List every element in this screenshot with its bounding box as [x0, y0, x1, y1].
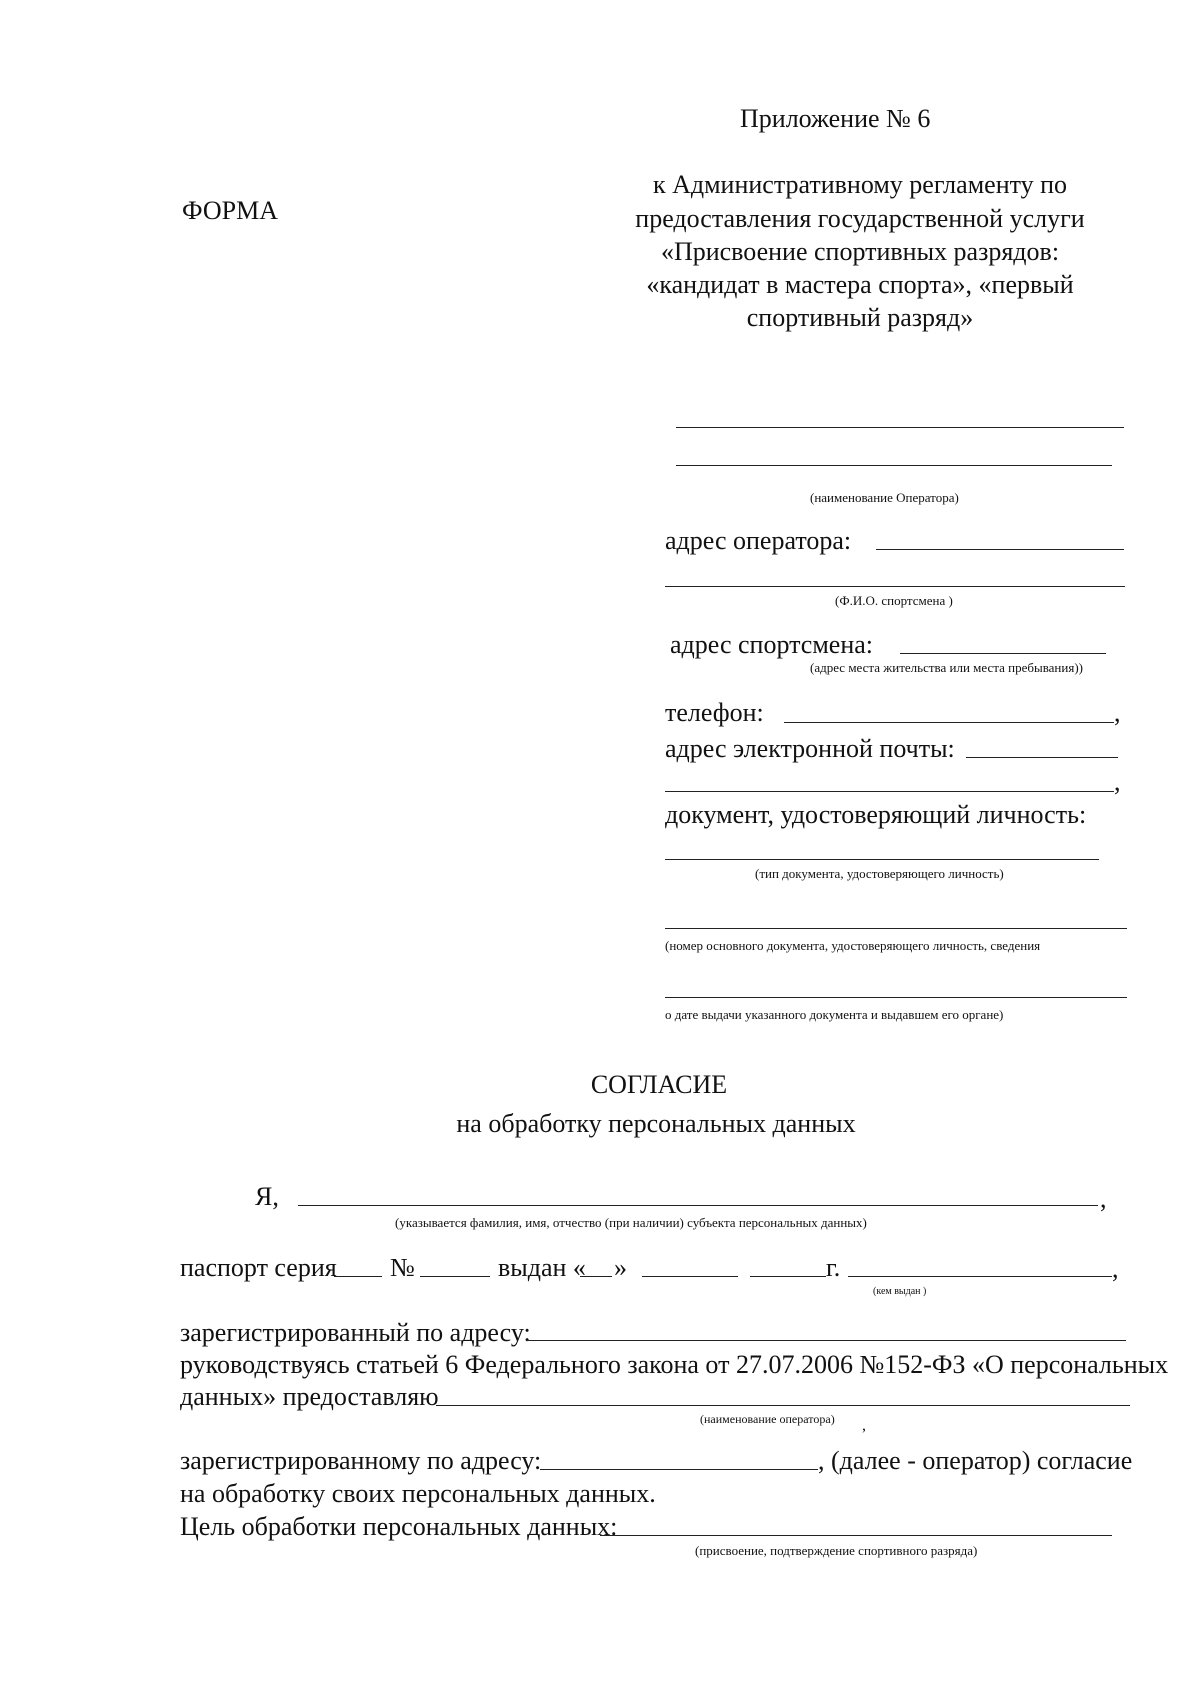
passport-number-field[interactable] — [420, 1276, 490, 1277]
comma: , — [1114, 767, 1121, 796]
operator-name-field[interactable] — [436, 1405, 1130, 1406]
appendix-number: Приложение № 6 — [740, 104, 931, 133]
passport-series-label: паспорт серия — [180, 1253, 337, 1282]
comma: , — [862, 1417, 866, 1434]
comma: , — [1100, 1184, 1107, 1213]
consent-subtitle: на обработку персональных данных — [456, 1109, 856, 1138]
email-label: адрес электронной почты: — [665, 734, 955, 763]
athlete-address-field[interactable] — [900, 653, 1106, 654]
subject-name-field[interactable] — [298, 1205, 1098, 1206]
issued-by-field[interactable] — [848, 1276, 1112, 1277]
year-abbr: г. — [826, 1253, 841, 1282]
guided-text: руководствуясь статьей 6 Федерального закона от 27.07.2006 №152-ФЗ «О персональных — [180, 1350, 1169, 1379]
registered-to-label: зарегистрированному по адресу: — [180, 1446, 542, 1475]
doc-type-field[interactable] — [665, 859, 1099, 860]
doc-number-field[interactable] — [665, 928, 1127, 929]
athlete-name-caption: (Ф.И.О. спортсмена ) — [835, 593, 953, 608]
issued-label: выдан « — [498, 1253, 586, 1282]
processing-own-text: на обработку своих персональных данных. — [180, 1479, 656, 1508]
i-label: Я, — [255, 1182, 279, 1211]
phone-label: телефон: — [665, 698, 764, 727]
provide-label: данных» предоставляю — [180, 1382, 439, 1411]
issue-day-field[interactable] — [580, 1276, 612, 1277]
regulation-line: «Присвоение спортивных разрядов: — [660, 237, 1060, 266]
passport-series-field[interactable] — [334, 1276, 382, 1277]
operator-address-label: адрес оператора: — [665, 526, 852, 555]
purpose-caption: (присвоение, подтверждение спортивного разряда) — [695, 1543, 978, 1558]
doc-issue-caption: о дате выдачи указанного документа и выдавшем его органе) — [665, 1007, 1004, 1022]
operator-name-caption: (наименование Оператора) — [810, 490, 959, 505]
operator-name-line-2 — [676, 465, 1112, 466]
regulation-line: «кандидат в мастера спорта», «первый — [646, 270, 1074, 299]
comma: , — [1114, 698, 1121, 727]
issued-by-caption: (кем выдан ) — [873, 1286, 927, 1297]
registered-label: зарегистрированный по адресу: — [180, 1318, 531, 1347]
quote-close: » — [614, 1253, 627, 1282]
regulation-line: спортивный разряд» — [746, 303, 974, 332]
issue-month-field[interactable] — [642, 1276, 738, 1277]
athlete-address-label: адрес спортсмена: — [670, 630, 873, 659]
form-label: ФОРМА — [182, 196, 278, 225]
athlete-name-field[interactable] — [665, 586, 1125, 587]
issue-year-field[interactable] — [750, 1276, 826, 1277]
phone-field[interactable] — [784, 722, 1114, 723]
athlete-address-caption: (адрес места жительства или места пребывания)) — [810, 660, 1083, 675]
subject-caption: (указывается фамилия, имя, отчество (при наличии) субъекта персональных данных) — [395, 1215, 867, 1230]
purpose-label: Цель обработки персональных данных: — [180, 1512, 618, 1541]
consent-title: СОГЛАСИЕ — [590, 1070, 728, 1099]
operator-caption: (наименование оператора) — [700, 1412, 835, 1426]
doc-issue-field[interactable] — [665, 997, 1127, 998]
operator-address-field-2[interactable] — [540, 1469, 818, 1470]
doc-number-caption: (номер основного документа, удостоверяющего личность, сведения — [665, 938, 1041, 953]
email-field-line-2[interactable] — [665, 791, 1114, 792]
email-field[interactable] — [966, 757, 1118, 758]
operator-name-line — [676, 427, 1124, 428]
regulation-line: предоставления государственной услуги — [635, 204, 1085, 233]
doc-type-caption: (тип документа, удостоверяющего личность) — [755, 866, 1004, 881]
number-sign: № — [390, 1253, 415, 1282]
operator-address-field[interactable] — [876, 549, 1124, 550]
id-document-label: документ, удостоверяющий личность: — [665, 800, 1087, 829]
regulation-line: к Административному регламенту по — [652, 170, 1068, 199]
hereinafter-text: , (далее - оператор) согласие — [818, 1446, 1133, 1475]
purpose-field[interactable] — [600, 1535, 1112, 1536]
comma: , — [1112, 1254, 1119, 1283]
registered-address-field[interactable] — [526, 1340, 1126, 1341]
